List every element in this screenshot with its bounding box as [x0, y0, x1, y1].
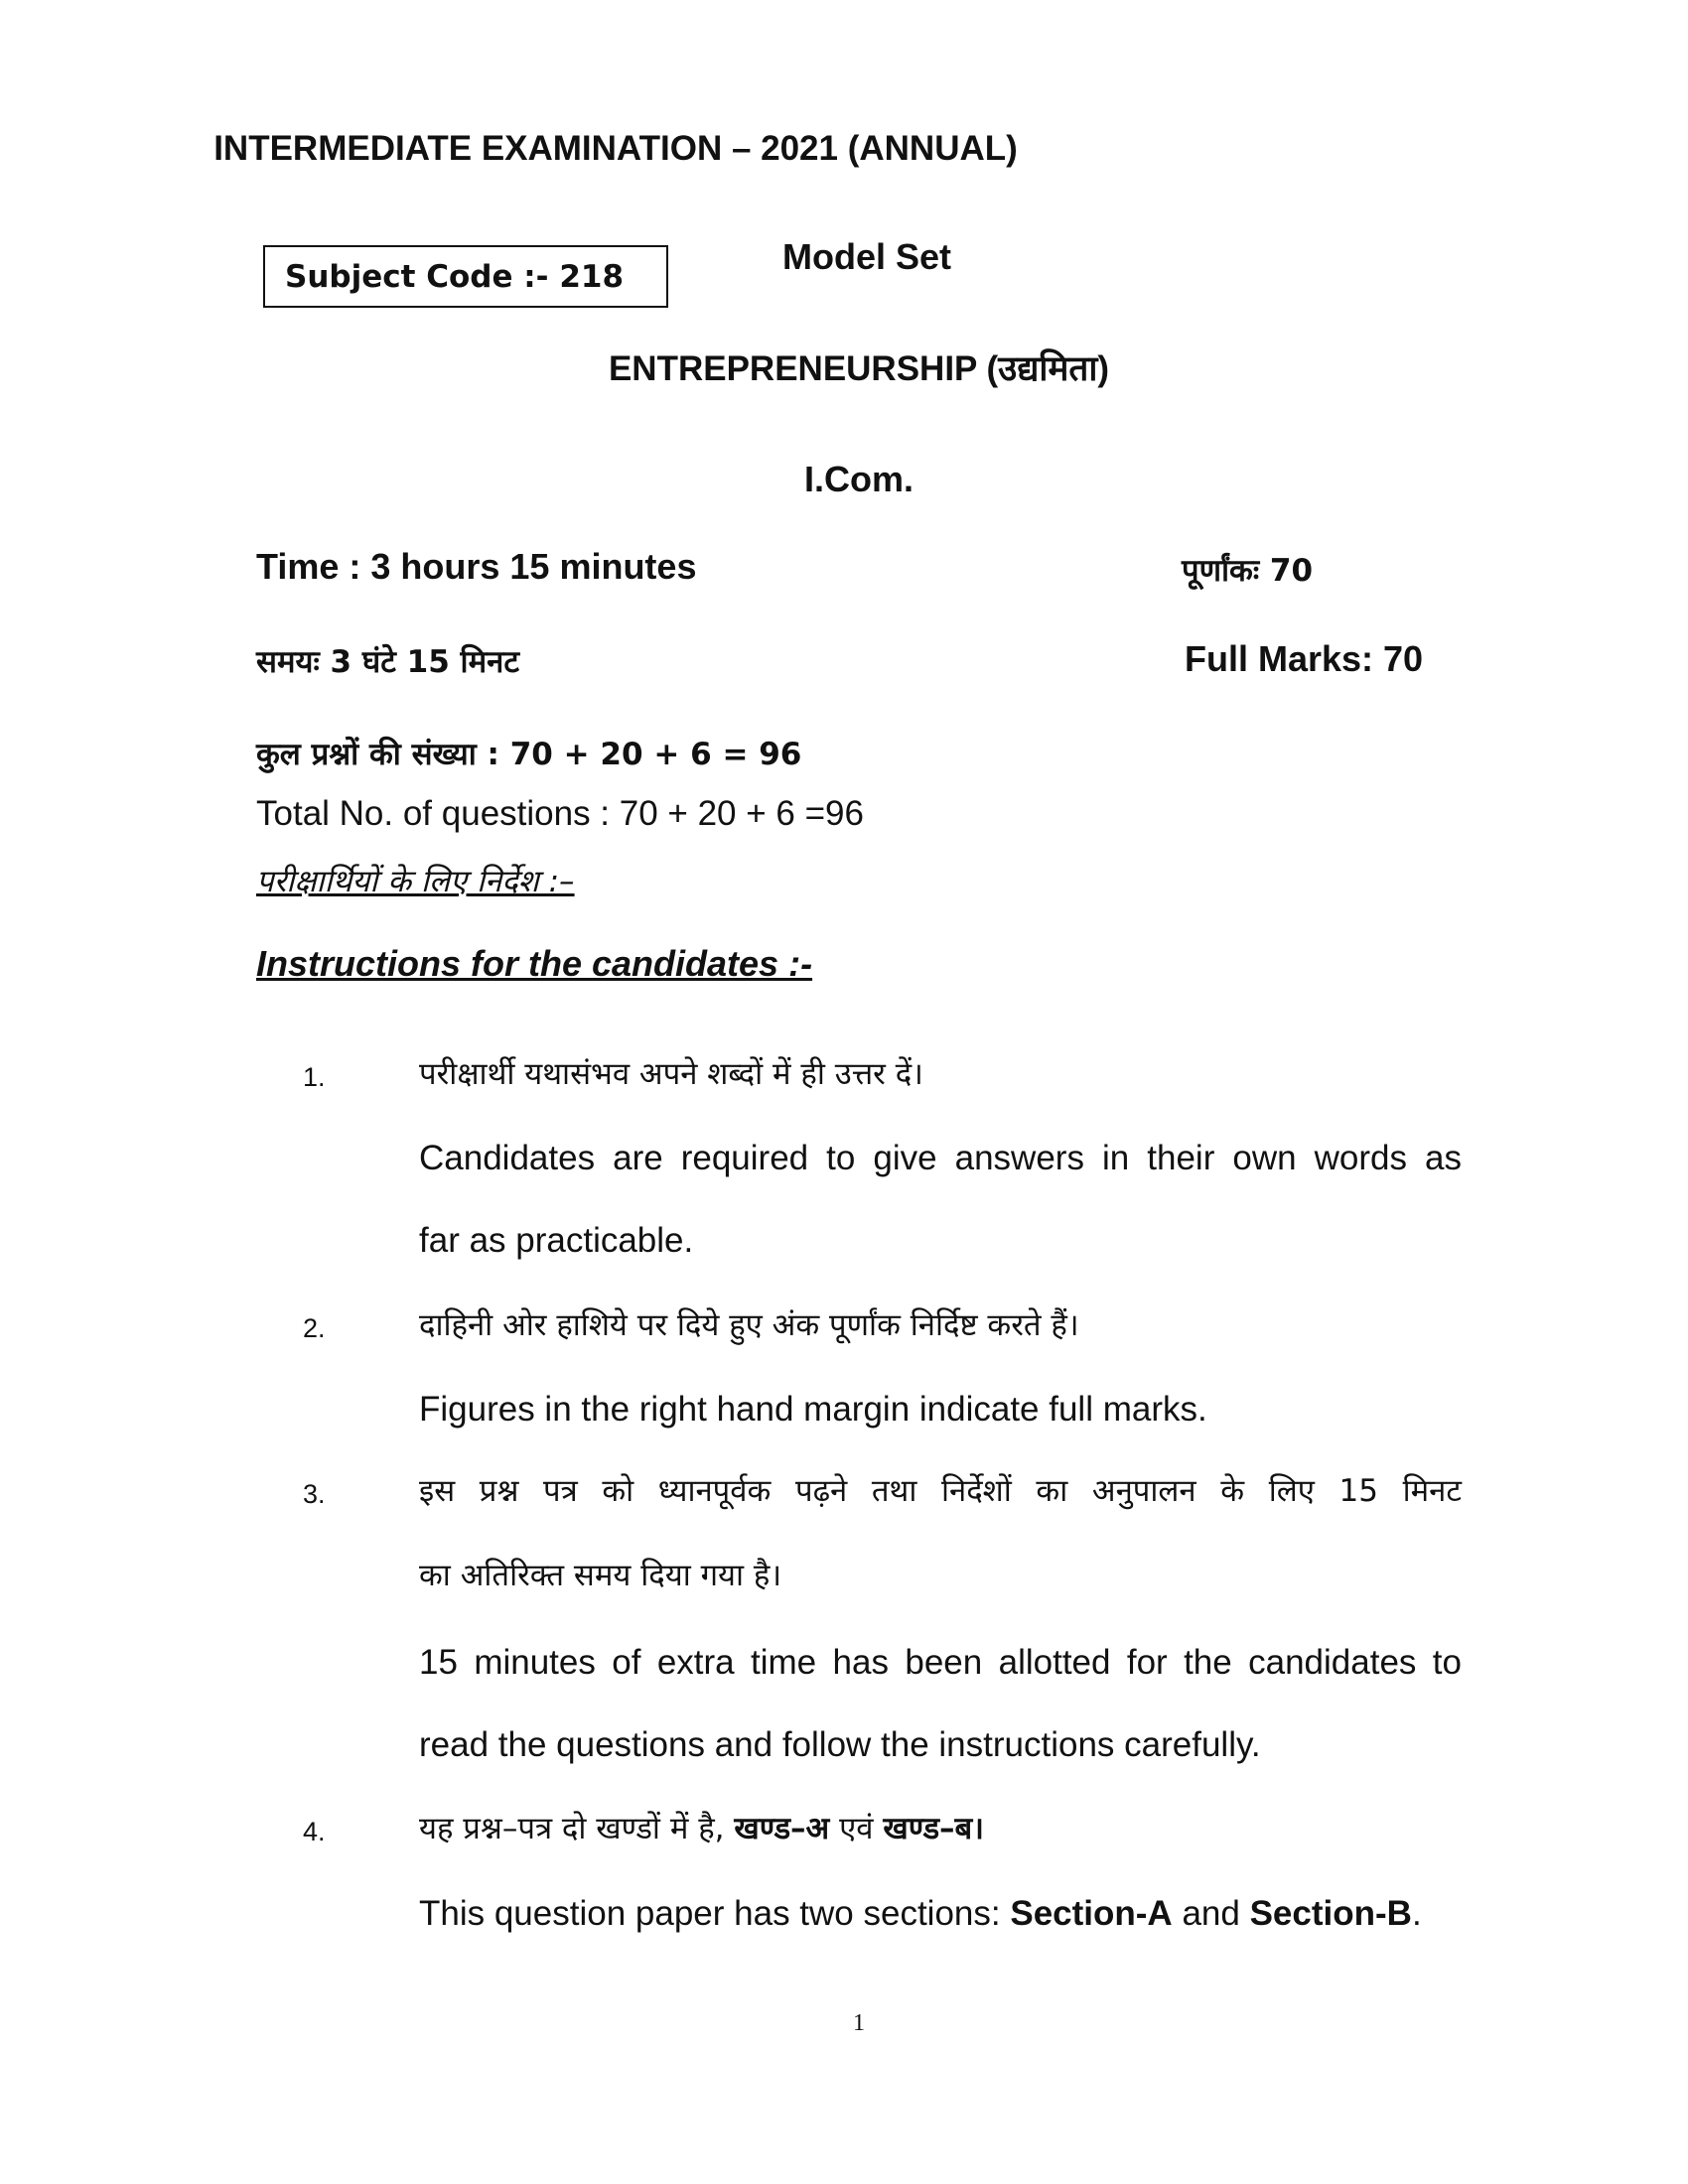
instruction-hindi — [419, 1807, 984, 1848]
section-b-hindi: खण्ड–ब। — [883, 1811, 984, 1846]
and-english: and — [1182, 1894, 1240, 1933]
total-questions-english: Total No. of questions : 70 + 20 + 6 =96 — [256, 794, 864, 833]
section-a-english: Section-A — [1010, 1894, 1173, 1933]
instruction-hindi: परीक्षार्थी यथासंभव अपने शब्दों में ही उत्तर दें। — [419, 1056, 923, 1092]
model-set-label: Model Set — [782, 236, 952, 277]
instruction-english: 15 minutes of extra time has been allotted for the candidates to — [419, 1643, 1462, 1682]
instruction-english-text: This question paper has two sections: — [419, 1894, 1001, 1933]
time-english: Time : 3 hours 15 minutes — [256, 546, 697, 587]
instruction-hindi: दाहिनी ओर हाशिये पर दिये हुए अंक पूर्णांक निर्दिष्ट करते हैं। — [419, 1307, 1079, 1343]
instruction-number: 2. — [303, 1313, 326, 1343]
time-hindi: समयः 3 घंटे 15 मिनट — [256, 644, 519, 680]
instruction-number: 1. — [303, 1062, 326, 1092]
section-a-hindi: खण्ड–अ — [734, 1811, 830, 1846]
full-marks-hindi: पूर्णांकः 70 — [1182, 553, 1314, 589]
period: . — [1411, 1894, 1422, 1933]
instruction-hindi: का अतिरिक्त समय दिया गया है। — [419, 1558, 782, 1593]
total-questions-hindi: कुल प्रश्नों की संख्या : 70 + 20 + 6 = 96 — [256, 737, 802, 772]
instruction-number: 4. — [303, 1817, 326, 1846]
instruction-english: read the questions and follow the instructions carefully. — [419, 1725, 1261, 1764]
and-hindi: एवं — [839, 1811, 874, 1846]
exam-title: INTERMEDIATE EXAMINATION – 2021 (ANNUAL) — [213, 129, 1018, 168]
instruction-english: Figures in the right hand margin indicate full marks. — [419, 1390, 1207, 1429]
subject-name: ENTREPRENEURSHIP (उद्यमिता) — [608, 349, 1110, 388]
instructions-heading-english: Instructions for the candidates :- — [256, 943, 813, 984]
section-b-english: Section-B — [1249, 1894, 1412, 1933]
instruction-english: far as practicable. — [419, 1221, 694, 1260]
instructions-heading-hindi: परीक्षार्थियों के लिए निर्देश :– — [256, 864, 575, 899]
subject-code-box: Subject Code :- 218 — [263, 245, 668, 308]
instruction-hindi: इस प्रश्न पत्र को ध्यानपूर्वक पढ़ने तथा निर्देशों का अनुपालन के लिए 15 मिनट — [419, 1473, 1462, 1509]
instruction-english — [419, 1894, 1422, 1934]
instruction-hindi-text: यह प्रश्न–पत्र दो खण्डों में है, — [419, 1811, 725, 1846]
full-marks-english: Full Marks: 70 — [1185, 638, 1424, 679]
page-number: 1 — [853, 2010, 865, 2036]
instruction-english: Candidates are required to give answers in their own words as — [419, 1139, 1462, 1177]
instruction-number: 3. — [303, 1479, 326, 1509]
course-name: I.Com. — [803, 459, 914, 499]
